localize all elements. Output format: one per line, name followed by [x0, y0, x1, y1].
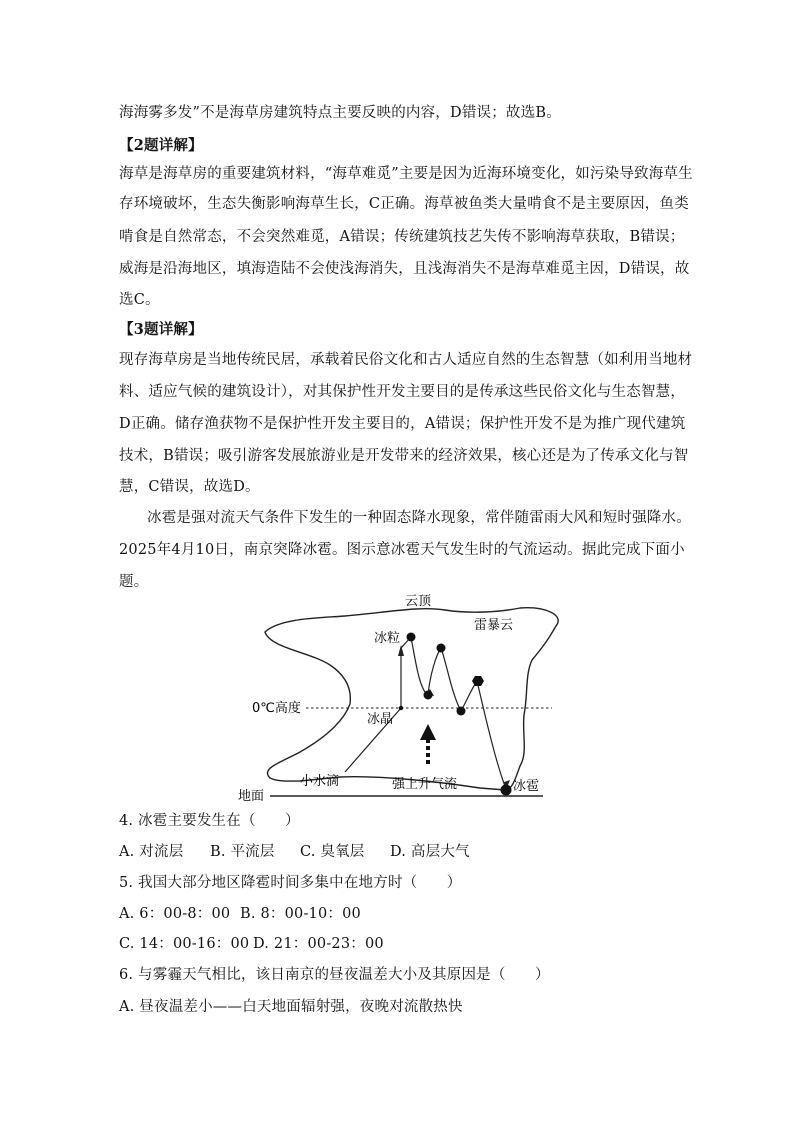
- q2-line-3: 啃食是自然常态，不会突然难觅，A错误；传统建筑技艺失传不影响海草获取，B错误；: [119, 229, 685, 245]
- q3-line-1: 现存海草房是当地传统民居，承载着民俗文化和古人适应自然的生态智慧（如利用当地材: [119, 352, 693, 368]
- label-hail: 冰雹: [513, 779, 540, 794]
- q4-option-c: C. 臭氧层: [300, 844, 365, 860]
- hail-stone: [501, 785, 512, 796]
- trajectory-arrow-1: [398, 645, 404, 656]
- q2-line-4: 威海是沿海地区，填海造陆不会使浅海消失，且浅海消失不是海草难觅主因，D错误，故: [119, 261, 690, 277]
- q4-option-d: D. 高层大气: [390, 844, 470, 860]
- q2-line-2: 存环境破坏，生态失衡影响海草生长，C正确。海草被鱼类大量啃食不是主要原因，鱼类: [119, 196, 689, 212]
- q2-line-1: 海草是海草房的重要建筑材料，“海草难觅”主要是因为近海环境变化，如污染导致海草生: [119, 166, 693, 182]
- particle-dot-4: [457, 707, 466, 716]
- intro-line-3: 题。: [119, 574, 149, 590]
- q4-option-a: A. 对流层: [119, 844, 184, 860]
- label-storm-cloud: 雷暴云: [474, 618, 514, 633]
- intro-line-2: 2025年4月10日，南京突降冰雹。图示意冰雹天气发生时的气流运动。据此完成下面小: [119, 542, 685, 558]
- q5-option-d: D. 21：00-23：00: [253, 936, 384, 952]
- particle-dot-3: [437, 644, 446, 653]
- ice-crystal-dot: [399, 706, 403, 710]
- ice-pellet-dot: [407, 633, 416, 642]
- q5-option-c: C. 14：00-16：00: [119, 936, 250, 952]
- q3-line-2: 料、适应气候的建筑设计），对其保护性开发主要目的是传承这些民俗文化与生态智慧，: [119, 384, 686, 400]
- label-updraft: 强上升气流: [392, 777, 458, 792]
- label-zero-height: 0℃高度: [252, 701, 301, 716]
- q3-line-4: 技术，B错误；吸引游客发展旅游业是开发带来的经济效果，核心还是为了传承文化与智: [119, 448, 689, 464]
- heading-q3: 【3题详解】: [119, 321, 203, 338]
- label-cloud-top: 云顶: [405, 594, 432, 609]
- question-4-stem: 4. 冰雹主要发生在（ ）: [119, 813, 300, 829]
- particle-dot-2: [424, 691, 433, 700]
- q2-line-5: 选C。: [119, 292, 160, 308]
- q5-option-b: B. 8：00-10：00: [240, 906, 361, 922]
- label-ice-crystal: 冰晶: [367, 712, 394, 727]
- label-ground: 地面: [238, 789, 265, 804]
- q6-option-a: A. 昼夜温差小——白天地面辐射强，夜晚对流散热快: [119, 999, 463, 1015]
- q3-line-5: 慧，C错误，故选D。: [119, 479, 260, 495]
- label-ice-pellet: 冰粒: [374, 631, 401, 646]
- hail-hexagon: [472, 676, 484, 686]
- q5-option-a: A. 6：00-8：00: [119, 906, 231, 922]
- answer-q1-tail: 海海雾多发”不是海草房建筑特点主要反映的内容，D错误；故选B。: [119, 105, 561, 121]
- label-water-droplet: 小水滴: [300, 774, 340, 789]
- updraft-arrow-head: [420, 724, 436, 740]
- heading-q2: 【2题详解】: [119, 137, 203, 154]
- intro-line-1: 冰雹是强对流天气条件下发生的一种固态降水现象，常伴随雷雨大风和短时强降水。: [147, 510, 691, 526]
- q3-line-3: D正确。储存渔获物不是保护性开发主要目的，A错误；保护性开发不是为推广现代建筑: [119, 416, 686, 432]
- q4-option-b: B. 平流层: [210, 844, 275, 860]
- question-6-stem: 6. 与雾霾天气相比，该日南京的昼夜温差大小及其原因是（ ）: [119, 967, 550, 983]
- question-5-stem: 5. 我国大部分地区降雹时间多集中在地方时（ ）: [119, 875, 462, 891]
